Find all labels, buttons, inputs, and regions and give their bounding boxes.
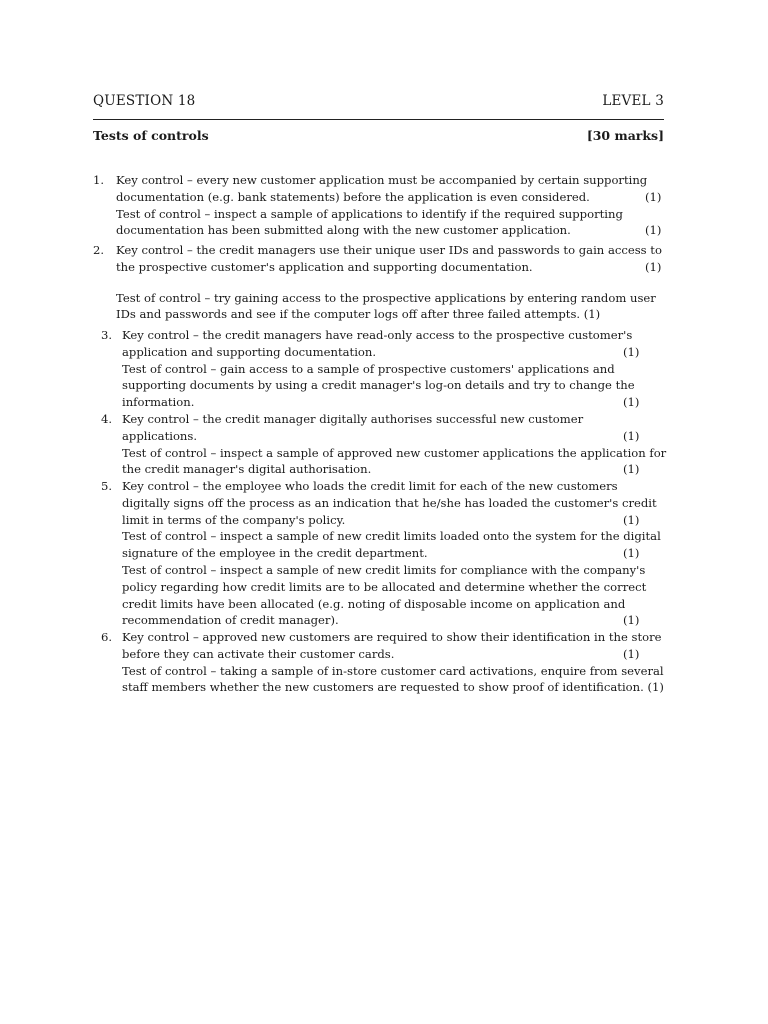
mark-allocation: (1) <box>623 546 640 561</box>
test-of-control-line: Test of control – inspect a sample of approved new customer applications the application for <box>122 445 667 460</box>
item-number: 6. <box>101 630 113 644</box>
section-title: Tests of controls <box>93 128 209 143</box>
test-of-control-line: supporting documents by using a credit manager's log-on details and try to change the <box>122 378 635 393</box>
key-control-line: Key control – the employee who loads the credit limit for each of the new customers <box>122 479 618 493</box>
key-control-line: Key control – approved new customers are required to show their identification in the store <box>122 630 662 644</box>
test-of-control-line: the credit manager's digital authorisation. <box>122 462 372 477</box>
item-number: 5. <box>101 479 113 493</box>
test-of-control-line: Test of control – taking a sample of in-store customer card activations, enquire from several <box>122 663 664 678</box>
test-of-control-line: credit limits have been allocated (e.g. noting of disposable income on application and <box>122 596 626 611</box>
mark-allocation: (1) <box>645 189 662 204</box>
question-number: QUESTION 18 <box>93 93 196 109</box>
mark-allocation: (1) <box>645 259 662 274</box>
header-divider <box>93 119 664 120</box>
test-of-control-line: policy regarding how credit limits are to be allocated and determine whether the correct <box>122 579 647 594</box>
test-of-control-line: Test of control – inspect a sample of new credit limits for compliance with the company's <box>122 563 646 577</box>
key-control-line: Key control – the credit managers have read-only access to the prospective customer's <box>122 328 633 342</box>
test-of-control-line: signature of the employee in the credit department. <box>122 546 428 561</box>
key-control-line: digitally signs off the process as an indication that he/she has loaded the customer's credit <box>122 495 657 510</box>
mark-allocation: (1) <box>623 462 640 477</box>
mark-allocation: (1) <box>645 223 662 238</box>
question-level: LEVEL 3 <box>602 93 664 109</box>
key-control-line: documentation (e.g. bank statements) before the application is even considered. <box>116 189 590 204</box>
item-number: 1. <box>93 173 105 187</box>
test-of-control-line: Test of control – gain access to a sample of prospective customers' applications and <box>122 361 615 376</box>
mark-allocation: (1) <box>623 344 640 359</box>
key-control-line: Key control – every new customer application must be accompanied by certain supporting <box>116 173 648 187</box>
test-of-control-line: information. <box>122 395 195 410</box>
test-of-control-line: Test of control – try gaining access to the prospective applications by entering random user <box>116 290 656 305</box>
key-control-line: the prospective customer's application and supporting documentation. <box>116 259 533 274</box>
test-of-control-line: Test of control – inspect a sample of new credit limits loaded onto the system for the digital <box>122 529 661 544</box>
test-of-control-line: recommendation of credit manager). <box>122 613 339 628</box>
mark-allocation: (1) <box>623 512 640 527</box>
mark-allocation: (1) <box>623 646 640 661</box>
mark-allocation: (1) <box>623 613 640 628</box>
test-of-control-line: IDs and passwords and see if the computer logs off after three failed attempts. (1) <box>116 307 601 322</box>
item-number: 4. <box>101 412 113 426</box>
item-number: 3. <box>101 328 113 342</box>
key-control-line: Key control – the credit manager digitally authorises successful new customer <box>122 412 584 426</box>
mark-allocation: (1) <box>623 428 640 443</box>
key-control-line: applications. <box>122 428 198 443</box>
key-control-line: before they can activate their customer cards. <box>122 646 395 661</box>
total-marks: [30 marks] <box>586 128 664 143</box>
test-of-control-line: documentation has been submitted along with the new customer application. <box>116 223 571 238</box>
page-header <box>93 93 664 113</box>
test-of-control-line: staff members whether the new customers are requested to show proof of identification. (1) <box>122 680 664 695</box>
test-of-control-line: Test of control – inspect a sample of applications to identify if the required supporting <box>116 206 623 221</box>
key-control-line: application and supporting documentation. <box>122 344 377 359</box>
item-number: 2. <box>93 243 105 257</box>
key-control-line: limit in terms of the company's policy. <box>122 512 346 527</box>
section-heading <box>93 128 664 146</box>
key-control-line: Key control – the credit managers use their unique user IDs and passwords to gain access to <box>116 243 662 257</box>
mark-allocation: (1) <box>623 395 640 410</box>
